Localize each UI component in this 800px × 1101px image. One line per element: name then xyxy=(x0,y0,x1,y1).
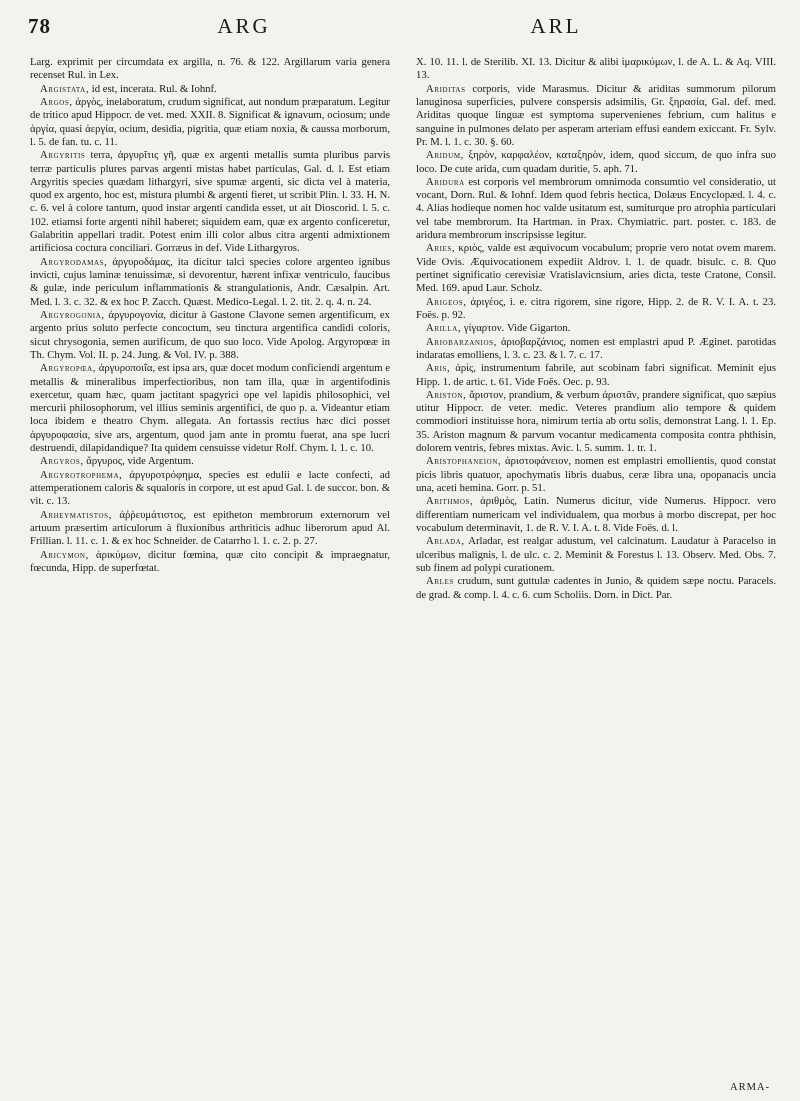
dictionary-entry xyxy=(416,389,776,456)
entry-headword: Arles xyxy=(426,575,454,588)
entry-headword: Arigeos, xyxy=(426,295,467,308)
entry-text: ἀργὸς, inelaboratum, crudum significat, aut nondum præparatum. Legitur de tritico apud Hippocr. de vet. med. XXII. 8. Significat & ignavum, ociosum; unde ἀργία, quasi ἀεργία, ocium, desidia, pigritia, quæ etiam noxia, & caussa morborum, l. 5. de fan. tu. c. 11. xyxy=(30,95,390,148)
entry-headword: Ariobarzanios, xyxy=(426,335,497,348)
entry-text: ἀρικύμων, dicitur fœmina, quæ cito concipit & impraegnatur, fœcunda, Hipp. de superfœtat. xyxy=(30,548,390,574)
left-running-head: ARG xyxy=(217,14,271,38)
entry-text: ἀριγέος, i. e. citra rigorem, sine rigore, Hipp. 2. de R. V. I. A. t. 23. Foës. p. 92. xyxy=(416,295,776,321)
entry-headword: Argyros, xyxy=(40,455,84,468)
entry-headword: Ariditas xyxy=(426,82,466,95)
dictionary-entry xyxy=(30,149,390,256)
entry-headword: Aridum, xyxy=(426,149,464,162)
entry-headword: Aricymon, xyxy=(40,548,89,561)
entry-text: ἀργυροτρόφημα, species est edulii e lacte confecti, ad attemperationem caloris & squaloris in corpore, ut est apud Gal. l. de succor. bon. & vit. c. 13. xyxy=(30,468,390,508)
dictionary-entry xyxy=(30,56,390,83)
dictionary-entry xyxy=(30,309,390,362)
right-running-head: ARL xyxy=(530,14,582,38)
dictionary-entry xyxy=(416,495,776,535)
dictionary-entry xyxy=(416,242,776,295)
entry-headword: Arilla, xyxy=(426,322,462,335)
entry-text: id est, incerata. Rul. & Iohnf. xyxy=(91,82,217,95)
entry-headword: Ariston, xyxy=(426,388,467,401)
dictionary-entry xyxy=(30,455,390,468)
entry-text: ἄριστον, prandium, & verbum ἀριστᾶν, prandere significat, quo sæpius utitur Hippocr. de veter. medic. Veteres prandium alio tempore & quidem commodiori instituisse hora, nimirum tertia ab ortu solis, demonstrat Lang. l. 1. Ep. 35. Ariston magnum & parvum vocantur medicamenta composita contra phthisin, dolorem ventris, febres mixtas. Avic. l. 5. summ. 1. tr. 1. xyxy=(416,388,776,455)
entry-text: Larg. exprimit per circumdata ex argilla, n. 76. & 122. Argillarum varia genera recenset Rul. in Lex. xyxy=(30,56,390,82)
entry-text: crudum, sunt guttulæ cadentes in Junio, & quidem sæpe noctu. Paracels. de grad. & comp. l. 4. c. 6. cum Scholiis. Dorn. in Dict. Par. xyxy=(416,575,776,601)
dictionary-entry xyxy=(416,296,776,323)
dictionary-entry xyxy=(416,575,776,602)
dictionary-entry xyxy=(416,149,776,176)
entry-headword: Argos, xyxy=(40,95,73,108)
entry-text: ἀρὶς, instrumentum fabrile, aut scobinam fabri significat. Meminit ejus Hipp. 1. de artic. t. 61. Vide Foës. Oec. p. 93. xyxy=(416,362,776,388)
dictionary-entry xyxy=(416,56,776,83)
entry-headword: Arithmos, xyxy=(426,495,474,508)
dictionary-entry xyxy=(30,256,390,309)
entry-text: ἀργυροποιΐα, est ipsa ars, quæ docet modum conficiendi argentum e metallis & mineralibus imperfectioribus, non tam illa, quæ in argentifodinis exercetur, quam hæc, quam jactitant spagyrici ope vel lapidis philosophici, vel mercurii philosophorum, vel illius seminis argentifici, de quo p. a. Videantur etiam loca ibidem e theatro Chym. allegata. An fortassis rectius hæc dici posset ἀργυροφασία, sive ars, argentum, quod jam ante in promtu fuerat, ana spe lucri destruendi, dilapidandique? Ita quidem censuisse videtur Rolf. Chym. l. 1. c. 10. xyxy=(30,362,390,455)
right-column xyxy=(416,56,776,1087)
entry-text: ξηρὸν, καρφαλέον, καταξηρὸν, idem, quod siccum, de quo infra suo loco. De cute arida, cum quadam duritie, 5. aph. 71. xyxy=(416,149,776,175)
dictionary-entry xyxy=(416,455,776,495)
entry-headword: Aries, xyxy=(426,242,456,255)
entry-text: κριὸς, valde est æquivocum vocabulum; proprie vero notat ovem marem. Vide Ovis. Æquivocationem expediit Aldrov. l. 1. de quadr. bisulc. c. 8. Quo pertinet significatio cerevisiæ Vratislavicnsium, aries dicta, teste Cratone, Consil. Med. 169. apud Laur. Scholz. xyxy=(416,242,776,295)
entry-headword: Argyrotrophema, xyxy=(40,468,123,481)
dictionary-entry xyxy=(416,535,776,575)
left-column xyxy=(30,56,390,1087)
page-number: 78 xyxy=(28,14,51,38)
entry-headword: Argyropœa, xyxy=(40,362,97,375)
entry-text: corporis, vide Marasmus. Dicitur & ariditas summorum pilorum lanuginosa superficies, pulvere conspersis adsimilis, Gr. ξηρασία, Gal. def. med. Ariditas quoque linguæ est symptoma supervenienes febrium, cum halitus e sanguine in pulmones delato per asperam arteriam effusi eandem exiccant. Fr. Sylv. Pr. M. l. 1. c. 30. §. 60. xyxy=(416,82,776,148)
dictionary-entry xyxy=(30,469,390,509)
entry-text: X. 10. 11. l. de Sterilib. XI. 13. Dicitur & alibi ἱμαρικύμων, l. de A. L. & Aq. VIII. 13. xyxy=(416,56,776,82)
dictionary-entry xyxy=(416,83,776,150)
entry-headword: Aridura xyxy=(426,175,465,188)
entry-headword: Aris, xyxy=(426,362,451,375)
entry-text: terra, ἀργυρῖτις γῆ, quæ ex argenti metallis sumta pluribus parvis terræ particulis plures parvas argenti mistas habet particulas, Gal. d. l. Est etiam Argyritis species quædam lithargyri, sive spumæ argenti, sic dicta vel à materia, quod ex argento, hoc est, mistura plumbi & argenti fieret, ut scribit Plin. l. 33. H. N. c. 6. vel à colore tantum, quod instar argenti candida esset, ut ait Dioscorid. l. 5. c. 102. etiamsi forte argenti nihil haberet; siquidem eam, quæ ex argento conficeretur, Galabritin appellari tradit. Potest enim illi color albus citra argenti admixtionem artificiosa coctura conciliari. Gorræus in def. Vide Lithargyros. xyxy=(30,149,390,255)
entry-text: ἀριοβαρζάνιος, nomen est emplastri apud P. Æginet. parotidas indaratas emolliens, l. 3. c. 23. & l. 7. c. 17. xyxy=(416,335,776,361)
dictionary-entry xyxy=(30,509,390,549)
dictionary-entry xyxy=(30,83,390,96)
entry-text: Arladar, est realgar adustum, vel calcinatum. Laudatur à Paracelso in ulceribus malignis, l. de ulc. c. 2. Meminit & Forestus l. 13. Observ. Med. Obs. 7. sub finem ad polypi curationem. xyxy=(416,535,776,574)
entry-headword: Argyritis xyxy=(40,149,86,162)
catchword: ARMA- xyxy=(729,1082,770,1093)
entry-text: ἀριστοφάνειον, nomen est emplastri emollientis, quod constat picis libris quatuor, apochymatis libris duabus, ceræ libra una, opopanacis uncia una, aceti hemina. Gorr. p. 51. xyxy=(416,455,776,494)
entry-headword: Arlada, xyxy=(426,535,465,548)
entry-headword: Arheymatistos, xyxy=(40,508,112,521)
entry-text: ἀργυρογονία, dicitur à Gastone Clavone semen argentificum, ex argento prius soluto perfecte concoctum, seu tinctura argentifica candidi coloris, sicut chrysogonia, semen aurificum, de quo suo loco. Vide Apolog. Argyropœæ in Th. Chym. Vol. II. p. 24. Jung. & Vol. IV. p. 388. xyxy=(30,308,390,361)
entry-headword: Argyrogonia, xyxy=(40,308,105,321)
dictionary-entry xyxy=(416,322,776,335)
running-header xyxy=(28,10,772,50)
entry-text: ἀριθμὸς, Latin. Numerus dicitur, vide Numerus. Hippocr. vero differentiam numericam vel individualem, qua morbus à morbo discrepat, per hoc vocabulum determinavit, 1. de R. V. I. A. t. 8. Vide Foës. d. l. xyxy=(416,495,776,534)
entry-headword: Aristophaneion, xyxy=(426,455,502,468)
dictionary-entry xyxy=(30,96,390,149)
dictionary-entry xyxy=(416,176,776,243)
entry-text: ἄργυρος, vide Argentum. xyxy=(86,455,194,468)
entry-headword: Argyrodamas, xyxy=(40,255,108,268)
dictionary-entry xyxy=(416,336,776,363)
entry-text: ἀῤῥευμάτιστος, est epitheton membrorum externorum vel artuum præsertim articulorum à fluxionibus arthriticis adhuc liberorum apud Al. Frillian. l. 11. c. 1. & ex hoc Schneider. de Catarrho l. 1. c. 2. p. 27. xyxy=(30,508,390,548)
dictionary-entry xyxy=(30,362,390,455)
entry-text: ἀργυροδάμας, ita dicitur talci species colore argenteo ignibus invicti, cujus laminæ tenuissimæ, si devorentur, hærent infixæ ventriculo, faucibus & gulæ, inde periculum inflammationis & strangulationis, Andr. Cæsalpin. Art. Med. l. 3. c. 32. & ex hoc P. Zacch. Quæst. Medico-Legal. l. 2. tit. 2. q. 4. n. 24. xyxy=(30,255,390,308)
entry-text: γίγαρτον. Vide Gigarton. xyxy=(463,322,571,335)
dictionary-entry xyxy=(416,362,776,389)
entry-headword: Argistata, xyxy=(40,82,90,95)
dictionary-entry xyxy=(30,549,390,576)
entry-text: est corporis vel membrorum omnimoda consumtio vel consideratio, ut vocant, Dorn. Rul. & Iohnf. Idem quod febris hectica, Dolæus Encyclopæd. l. 4. c. 4. Alias hodieque nomen hoc valde usitatum est, sumiturque pro atrophia particulari vel tabe membrorum. Ita Hartman. in Prax. Chymiatric. part. poster. c. 183. de aridura membrorum inscripsisse legitur. xyxy=(416,175,776,242)
two-column-body xyxy=(30,56,776,1087)
